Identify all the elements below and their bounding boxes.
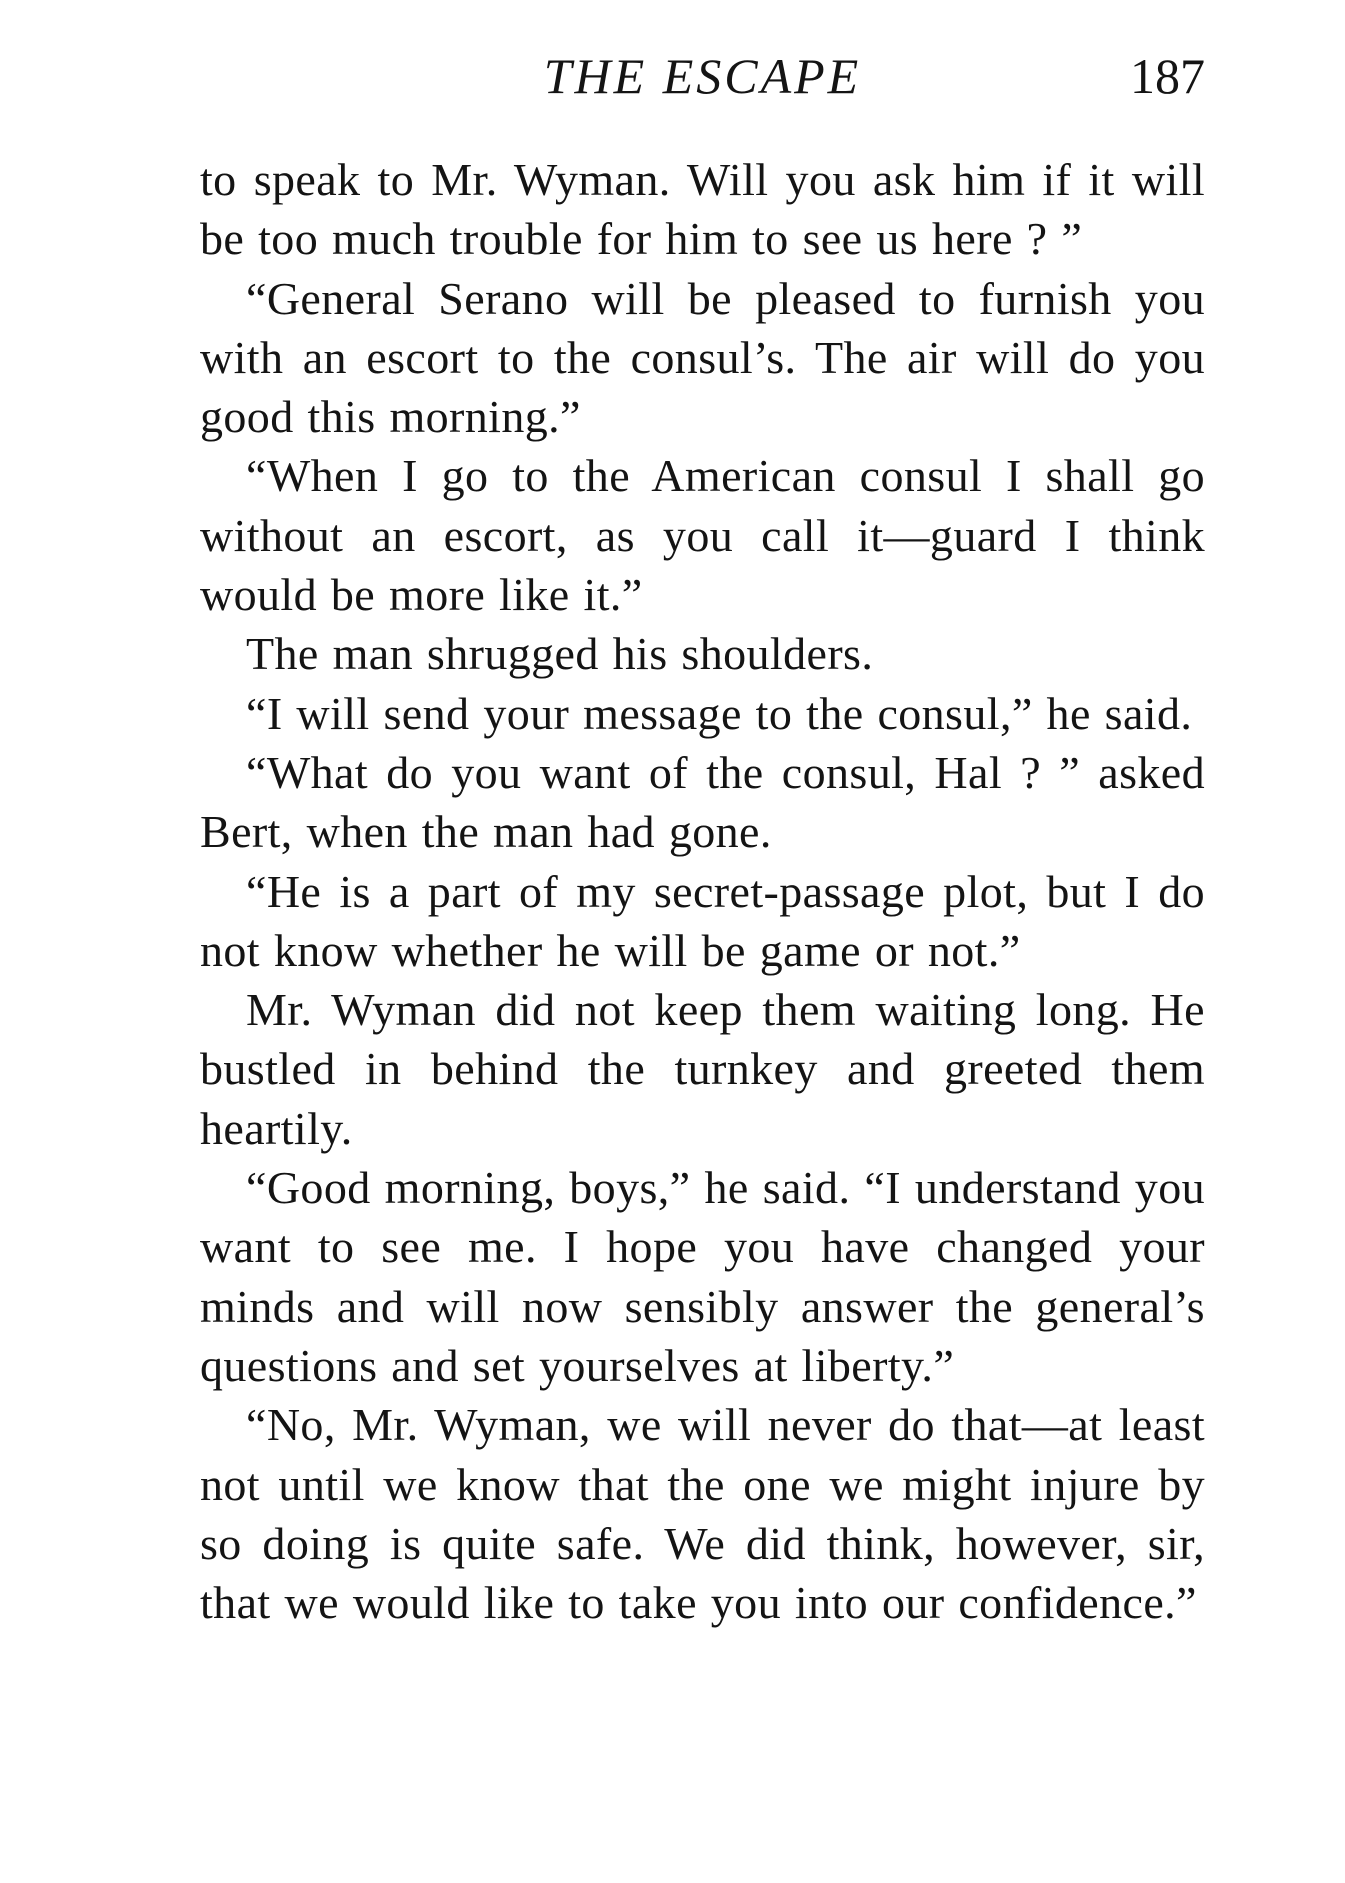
paragraph: “General Serano will be pleased to furnish you with an escort to the consul’s. The air will do you good this morning.” — [200, 272, 1205, 443]
body-text — [200, 150, 1205, 1632]
page-number: 187 — [1130, 48, 1205, 104]
paragraph: “What do you want of the consul, Hal ? ” asked Bert, when the man had gone. — [200, 746, 1205, 858]
chapter-title: THE ESCAPE — [543, 48, 862, 104]
paragraph: The man shrugged his shoulders. — [246, 628, 874, 680]
running-head — [200, 46, 1205, 106]
paragraph-continuation: to speak to Mr. Wyman. Will you ask him if it will be too much trouble for him to see us here ? ” — [200, 154, 1205, 265]
paragraph: “When I go to the American consul I shall go without an escort, as you call it—guard I think would be more like it.” — [200, 450, 1205, 621]
paragraph: Mr. Wyman did not keep them waiting long. He bustled in behind the turnkey and greeted them heartily. — [200, 984, 1205, 1154]
paragraph: “No, Mr. Wyman, we will never do that—at least not until we know that the one we might injure by so doing is quite safe. We did think, however, sir, that we would like to take you into our confidence.” — [200, 1399, 1205, 1629]
paragraph: “Good morning, boys,” he said. “I understand you want to see me. I hope you have changed your minds and will now sensibly answer the general’s questions and set yourselves at liberty.” — [200, 1162, 1205, 1391]
paragraph: “I will send your message to the consul,” he said. — [246, 687, 1193, 739]
paragraph: “He is a part of my secret-passage plot, but I do not know whether he will be game or not.” — [200, 865, 1205, 976]
